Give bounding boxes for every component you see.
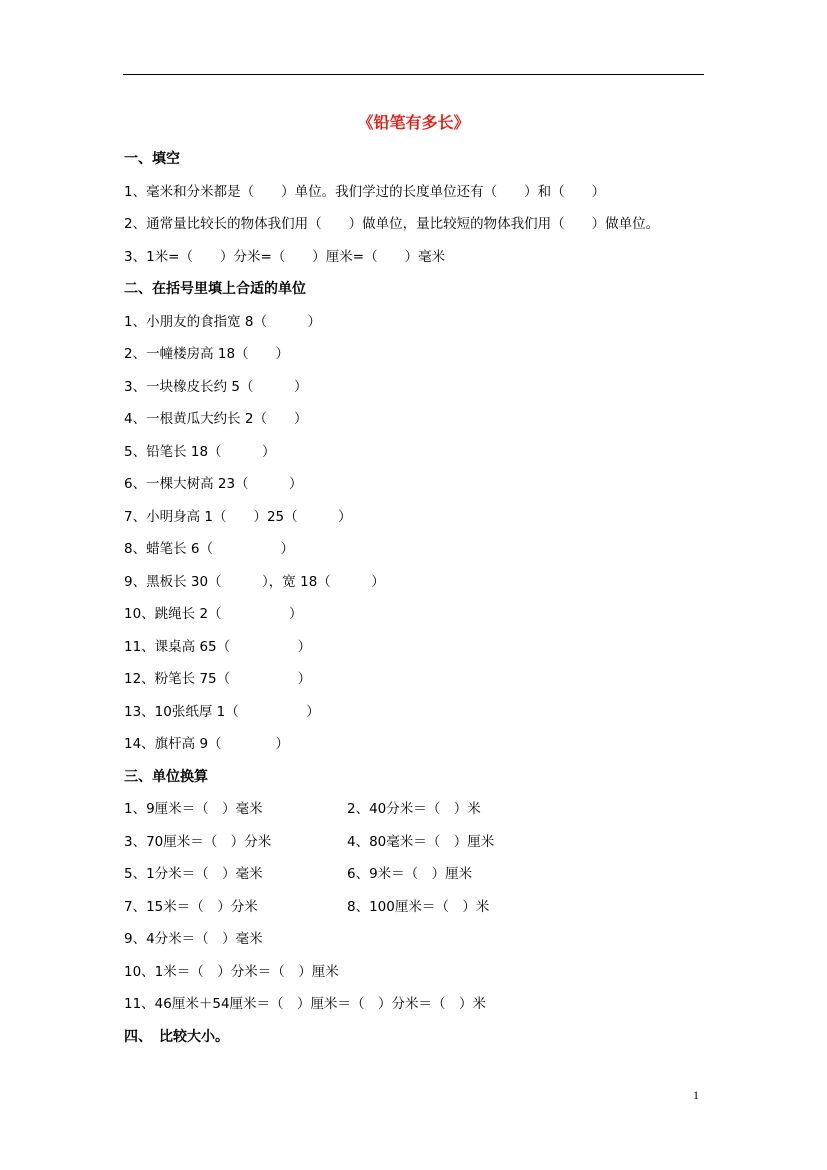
convert-item-2: 2、40分米＝（ ）米 bbox=[347, 801, 481, 817]
units-item-1: 1、小朋友的食指宽 8（ ） bbox=[124, 314, 321, 330]
units-item-13: 13、10张纸厚 1（ ） bbox=[124, 704, 320, 720]
units-item-14: 14、旗杆高 9（ ） bbox=[124, 736, 290, 752]
units-item-3: 3、一块橡皮长约 5（ ） bbox=[124, 379, 308, 395]
header-rule bbox=[123, 74, 704, 75]
units-item-4: 4、一根黄瓜大约长 2（ ） bbox=[124, 411, 308, 427]
page-title: 《铅笔有多长》 bbox=[357, 113, 470, 132]
convert-item-10: 10、1米＝（ ）分米＝（ ）厘米 bbox=[124, 964, 339, 980]
convert-item-3: 3、70厘米＝（ ）分米 bbox=[124, 834, 272, 850]
units-item-2: 2、一幢楼房高 18（ ） bbox=[124, 346, 290, 362]
units-item-11: 11、课桌高 65（ ） bbox=[124, 639, 312, 655]
section-heading-units: 二、在括号里填上合适的单位 bbox=[124, 281, 306, 297]
units-item-8: 8、蜡笔长 6（ ） bbox=[124, 541, 294, 557]
fill-item-2: 2、通常量比较长的物体我们用（ ）做单位，量比较短的物体我们用（ ）做单位。 bbox=[124, 216, 660, 232]
convert-item-1: 1、9厘米＝（ ）毫米 bbox=[124, 801, 263, 817]
units-item-6: 6、一棵大树高 23（ ） bbox=[124, 476, 303, 492]
convert-item-7: 7、15米＝（ ）分米 bbox=[124, 899, 258, 915]
fill-item-3: 3、1米=（ ）分米=（ ）厘米=（ ）毫米 bbox=[124, 249, 446, 265]
convert-item-8: 8、100厘米＝（ ）米 bbox=[347, 899, 490, 915]
units-item-5: 5、铅笔长 18（ ） bbox=[124, 444, 276, 460]
convert-item-5: 5、1分米＝（ ）毫米 bbox=[124, 866, 263, 882]
units-item-12: 12、粉笔长 75（ ） bbox=[124, 671, 312, 687]
units-item-9: 9、黑板长 30（ ），宽 18（ ） bbox=[124, 574, 385, 590]
fill-item-1: 1、毫米和分米都是（ ）单位。我们学过的长度单位还有（ ）和（ ） bbox=[124, 184, 606, 200]
page-number: 1 bbox=[693, 1088, 699, 1102]
units-item-7: 7、小明身高 1（ ）25（ ） bbox=[124, 509, 352, 525]
convert-item-9: 9、4分米＝（ ）毫米 bbox=[124, 931, 263, 947]
convert-item-11: 11、46厘米＋54厘米＝（ ）厘米＝（ ）分米＝（ ）米 bbox=[124, 996, 487, 1012]
section-heading-fill: 一、填空 bbox=[124, 151, 180, 167]
units-item-10: 10、跳绳长 2（ ） bbox=[124, 606, 303, 622]
section-heading-compare: 四、 比较大小。 bbox=[124, 1029, 229, 1045]
convert-item-4: 4、80毫米＝（ ）厘米 bbox=[347, 834, 495, 850]
section-heading-convert: 三、单位换算 bbox=[124, 769, 208, 785]
convert-item-6: 6、9米＝（ ）厘米 bbox=[347, 866, 473, 882]
